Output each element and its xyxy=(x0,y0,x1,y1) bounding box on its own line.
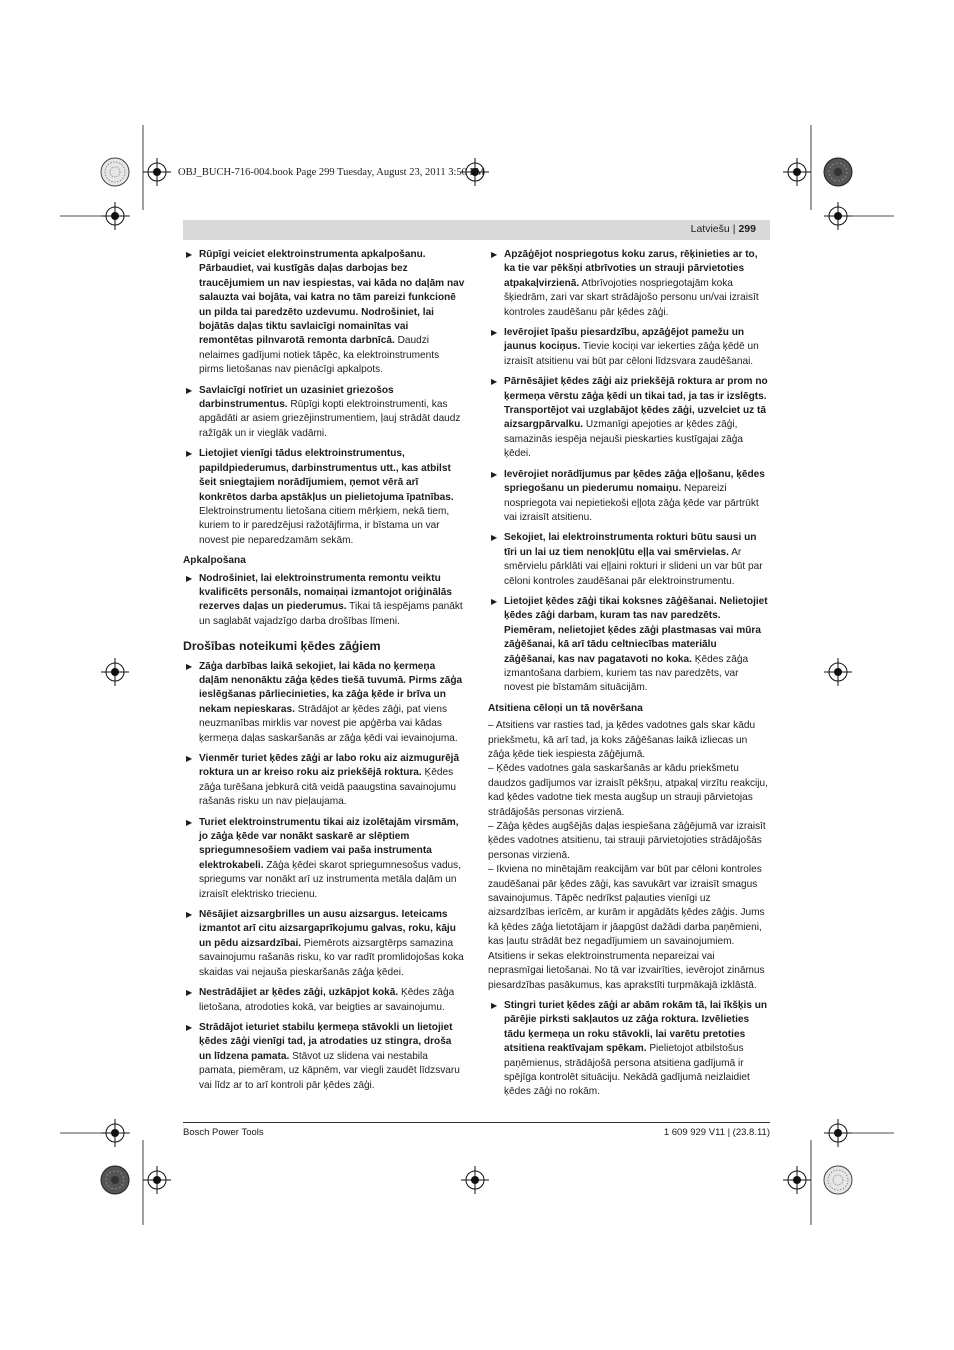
list-item-body: Rūpīgi kopti elektroinstrumenti, kas apgādāti ar asiem griezējinstrumentiem, ļauj strādāt daudz ražīgāk un ir vieglāk vadāmi. xyxy=(199,399,461,439)
bullet-triangle-icon: ▶ xyxy=(186,449,193,459)
kickback-paragraphs xyxy=(488,719,770,993)
list-item xyxy=(183,572,465,630)
list-item-bold: Pārnēsājiet ķēdes zāģi aiz priekšējā roktura ar prom no ķermeņa vērstu zāģa ķēdi un tikai tad, ja tas ir izslēgts. Transportējot vai uzglabājot ķēdes zāģi, uzvelciet uz tā aizsargpārvalku. xyxy=(504,376,768,431)
list-item-body: Ar smērvielu pārklāti vai eļļaini rokturi ir slideni un var būt par cēloni kontroles zaudēšanai pār elektroinstrumentu. xyxy=(504,546,763,587)
header-language: Latviešu xyxy=(690,223,730,235)
list-item xyxy=(488,248,770,320)
list-item-text xyxy=(199,816,465,902)
footer-docnumber: 1 609 929 V11 | (23.8.11) xyxy=(663,1127,770,1138)
list-item-bold: Apzāģējot nospriegotus koku zarus, rēķinieties ar to, ka tie var pēkšņi atbrīvoties un strauji pārvietoties atpakaļvirzienā. xyxy=(504,249,758,289)
list-item-bold: Vienmēr turiet ķēdes zāģi ar labo roku aiz aizmugurējā roktura un ar kreiso roku aiz priekšējā roktura. xyxy=(199,753,460,779)
left-list-top xyxy=(183,248,465,548)
list-item-body: Nepareizi nospriegota vai nepietiekoši eļļota zāģa ķēde var pārtrūkt vai izraisīt atsitienu. xyxy=(504,483,759,523)
list-item-bold: Ievērojiet norādījumus par ķēdes zāģa eļļošanu, ķēdes spriegošanu un piederumu nomaiņu. xyxy=(504,468,765,495)
list-item-text xyxy=(504,468,770,526)
bullet-triangle-icon: ▶ xyxy=(491,469,498,479)
bullet-triangle-icon: ▶ xyxy=(491,1000,498,1010)
bullet-triangle-icon: ▶ xyxy=(491,533,498,543)
left-list-saw xyxy=(183,660,465,1093)
list-item xyxy=(488,531,770,589)
page-number: 299 xyxy=(738,223,756,235)
list-item-bold: Savlaicīgi notīriet un uzasiniet griezošos darbinstrumentus. xyxy=(199,384,394,411)
list-item-text xyxy=(504,375,770,461)
list-item-body: Elektroinstrumentu lietošana citiem mērķiem, nekā tiem, kuriem to ir paredzējusi ražotājfirma, ir bīstama un var novest pie neparedzamām sekām. xyxy=(199,505,450,546)
list-item xyxy=(183,986,465,1015)
list-item-body: Zāģa ķēdei skarot spriegumnesošus vadus, spriegums var nonākt arī uz instrumenta metāla daļām un izraisīt elektrisko triecienu. xyxy=(199,859,462,900)
list-item xyxy=(183,816,465,902)
bullet-triangle-icon: ▶ xyxy=(186,988,193,998)
bullet-triangle-icon: ▶ xyxy=(186,817,193,827)
list-item-bold: Nodrošiniet, lai elektroinstrumenta remontu veiktu kvalificēts personāls, nomaiņai izmantojot oriģinālās rezerves daļas un piederumus. xyxy=(199,572,452,613)
left-list-service xyxy=(183,572,465,630)
list-item xyxy=(183,384,465,442)
right-column xyxy=(488,248,770,1106)
list-item-text xyxy=(199,248,465,378)
list-item-text xyxy=(504,248,770,320)
list-item-bold: Stingri turiet ķēdes zāģi ar abām rokām tā, lai īkšķis un pārējie pirksti sakļautos uz zāģa roktura. Izvēlieties tādu ķermeņa un roku stāvokli, lai varētu pretoties atsitiena reaktīvajam spēkam. xyxy=(504,999,768,1055)
bullet-triangle-icon: ▶ xyxy=(186,385,193,395)
list-item-text xyxy=(199,384,465,442)
list-item-body: Stāvot uz slidena vai nestabila pamata, piemēram, uz kāpnēm, var viegli zaudēt līdzsvaru vai līdz ar to arī kontroli pār ķēdes zāģi. xyxy=(199,1050,460,1091)
bullet-triangle-icon: ▶ xyxy=(491,377,498,387)
kickback-paragraph: Atsitiens ir sekas elektroinstrumenta nepareizai vai neprasmīgai lietošanai. No tā var izvairīties, ievērojot zināmus piesardzības pasākumus, kas aprakstīti turpmākajā izklāstā. xyxy=(488,950,765,991)
list-item-text xyxy=(199,908,465,980)
list-item-text xyxy=(199,572,465,630)
bullet-triangle-icon: ▶ xyxy=(186,754,193,763)
list-item-text xyxy=(504,326,770,369)
bullet-triangle-icon: ▶ xyxy=(491,596,498,606)
list-item xyxy=(183,447,465,548)
list-item xyxy=(183,752,465,810)
list-item-text xyxy=(199,752,465,810)
list-item-text xyxy=(504,595,770,696)
right-list-top xyxy=(488,248,770,696)
list-item xyxy=(183,908,465,980)
list-item xyxy=(488,326,770,369)
list-item-bold: Lietojiet vienīgi tādus elektroinstrumentus, papildpiederumus, darbinstrumentus utt., kas atbilst šeit sniegtajiem norādījumiem, ņemot vērā arī konkrētos darba apstākļus un pielietojuma īpatnības. xyxy=(199,448,454,503)
list-item-bold: Zāģa darbības laikā sekojiet, lai kāda no ķermeņa daļām nenonāktu zāģa ķēdes tiešā tuvumā. Pirms zāģa ieslēgšanas pārliecinieties, ka zāģa ķēde ir brīva un nekam nepieskaras. xyxy=(199,660,463,715)
list-item-text xyxy=(199,986,465,1015)
list-item xyxy=(183,1021,465,1093)
bullet-triangle-icon: ▶ xyxy=(491,328,498,338)
left-column xyxy=(183,248,465,1099)
header-text xyxy=(691,223,756,235)
list-item-body: Atbrīvojoties nospriegotajām koka šķiedrām, zari var skart strādājošo personu un/vai izraisīt kontroles zaudēšanu pār ķēdes zāģi. xyxy=(504,277,759,318)
list-item-body: Tievie kociņi var iekerties zāģa ķēdē un izraisīt atsitienu vai būt par cēloni līdzsvara zaudēšanai. xyxy=(504,341,759,367)
list-item-body: Daudzi nelaimes gadījumi notiek tāpēc, ka elektroinstruments pirms lietošanas nav pienācīgi apkalpots. xyxy=(199,335,440,376)
kickback-paragraph: – Ikviena no minētajām reakcijām var būt par cēloni kontroles zaudēšanai pār ķēdes zāģi, kas savukārt var izraisīt smagus savainojumus. Tāpēc nedrīkst paļauties vienīgi uz aizsardzības ierīcēm, ar kurām ir apgādāts ķēdes zāģis. Jums kā ķēdes zāģa lietotājam ir jāapgūst dažādi darba paņēmieni, kas ļautu strādāt bez negadījumiem un savainojumiem. xyxy=(488,864,765,948)
list-item-text xyxy=(504,999,770,1100)
section-heading: Drošības noteikumi ķēdes zāģiem xyxy=(183,639,381,654)
list-item-bold: Rūpīgi veiciet elektroinstrumenta apkalpošanu. Pārbaudiet, vai kustīgās daļas darbojas bez traucējumiem un nav iespiestas, vai kāda no daļām nav salauzta vai bojāta, vai katra no tām pareizi funkcionē un pilda tai paredzēto uzdevumu. Nodrošiniet, lai bojātās daļas tiktu savlaicīgi nomainītas vai remontētas pilnvarotā remonta darbnīcā. xyxy=(199,249,465,347)
list-item xyxy=(183,248,465,378)
list-item-text xyxy=(504,531,770,589)
list-item-bold: Nestrādājiet ar ķēdes zāģi, uzkāpjot kokā. xyxy=(199,987,399,999)
subhead-service: Apkalpošana xyxy=(183,555,246,567)
footer-rule xyxy=(183,1122,770,1123)
page-header xyxy=(183,220,770,240)
list-item-body: Pielietojot atbilstošus paņēmienus, strādājošā persona atsitiena gadījumā ir spējīga kontrolēt situāciju. Nekādā gadījumā neizlaidiet ķēdes zāģi no rokām. xyxy=(504,1043,750,1098)
list-item-text xyxy=(199,447,465,548)
list-item-body: Uzmanīgi apejoties ar ķēdes zāģi, samazinās iespēja nejauši pieskarties kustīgajai zāģa ķēdei. xyxy=(504,419,744,460)
kickback-paragraph: – Atsitiens var rasties tad, ja ķēdes vadotnes gals skar kādu priekšmetu, kā arī tad, ja koks zāģēšanas laikā izliecas un zāģa ķēde tiek iespiesta zāģējumā. xyxy=(488,720,756,760)
bullet-triangle-icon: ▶ xyxy=(186,661,193,671)
list-item-text xyxy=(199,660,465,746)
list-item xyxy=(183,660,465,746)
list-item-bold: Turiet elektroinstrumentu tikai aiz izolētajām virsmām, jo zāģa ķēde var nonākt saskarē ar slēptiem spriegumnesošiem vadiem vai paša instrumenta elektrokabeli. xyxy=(199,816,459,871)
list-item-body: Ķēdes zāģa lietošana, atrodoties kokā, var beigties ar savainojumu. xyxy=(199,987,455,1013)
list-item-bold: Sekojiet, lai elektroinstrumenta rokturi būtu sausi un tīri un lai uz tiem nenokļūtu eļļa vai smērvielas. xyxy=(504,532,757,558)
kickback-paragraph: – Ķēdes vadotnes gala saskaršanās ar kādu priekšmetu daudzos gadījumos var izraisīt pēkšņu, atpakaļ virzītu reakciju, kad ķēdes vadotne tiek mesta augšup un strauji pārvietojas strādājošās personas virzienā. xyxy=(488,763,768,818)
list-item-bold: Ievērojiet īpašu piesardzību, apzāģējot pamežu un jaunus kociņus. xyxy=(504,327,745,353)
kickback-paragraph: – Zāģa ķēdes augšējās daļas iespiešana zāģējumā var izraisīt ķēdes vadotnes atsitienu, tai strauji pārvietojoties strādājošās personas virzienā. xyxy=(488,821,766,861)
list-item xyxy=(488,999,770,1100)
bullet-triangle-icon: ▶ xyxy=(186,573,193,583)
list-item xyxy=(488,468,770,526)
list-item-body: Ķēdes zāģa izmantošana darbiem, kuriem tas nav paredzēts, var novest pie bīstamām situācijām. xyxy=(504,653,749,694)
right-list-bottom xyxy=(488,999,770,1100)
list-item-text xyxy=(199,1021,465,1093)
list-item xyxy=(488,375,770,461)
header-separator: | xyxy=(732,223,736,235)
list-item-body: Strādājot ar ķēdes zāģi, pat viens neuzmanības mirklis var novest pie apģērba vai kādas ķermeņa daļas saskaršanās ar zāģa ķēdi vai ievainojuma. xyxy=(199,703,458,744)
list-item xyxy=(488,595,770,696)
bullet-triangle-icon: ▶ xyxy=(186,1022,193,1032)
list-item-bold: Lietojiet ķēdes zāģi tikai koksnes zāģēšanai. Nelietojiet ķēdes zāģi darbam, kuram tas nav paredzēts. Piemēram, nelietojiet ķēdes zāģi plastmasas vai mūra zāģēšanai, kā arī tādu celtniecības materiālu zāģēšanai, kas nav pagatavoti no koka. xyxy=(504,595,768,665)
bullet-triangle-icon: ▶ xyxy=(186,910,193,920)
list-item-body: Ķēdes zāģa turēšana jebkurā citā veidā paaugstina savainojumu rašanās risku un nav pieļaujama. xyxy=(199,767,456,808)
list-item-body: Piemērots aizsargtērps samazina savainojumu rašanās risku, ko var radīt promlidojošas koka skaidas vai nejauša pieskaršanās zāģa ķēdei. xyxy=(199,937,464,978)
print-info: OBJ_BUCH-716-004.book Page 299 Tuesday, August 23, 2011 3:50 PM xyxy=(178,167,485,178)
list-item-bold: Strādājot ieturiet stabilu ķermeņa stāvokli un lietojiet ķēdes zāģi vienīgi tad, ja atrodaties uz stingra, droša un līdzena pamata. xyxy=(199,1021,453,1062)
list-item-bold: Nēsājiet aizsargbrilles un ausu aizsargus. Ieteicams izmantot arī citu aizsargaprīkojumu galvas, roku, kāju un pēdu aizsardzībai. xyxy=(199,909,456,949)
bullet-triangle-icon: ▶ xyxy=(186,250,193,259)
footer-brand: Bosch Power Tools xyxy=(183,1127,264,1138)
list-item-body: Tikai tā iespējams panākt un saglabāt vajadzīgo darba drošības līmeni. xyxy=(199,601,463,627)
bullet-triangle-icon: ▶ xyxy=(491,250,498,259)
subhead-kickback: Atsitiena cēloņi un tā novēršana xyxy=(488,702,643,714)
